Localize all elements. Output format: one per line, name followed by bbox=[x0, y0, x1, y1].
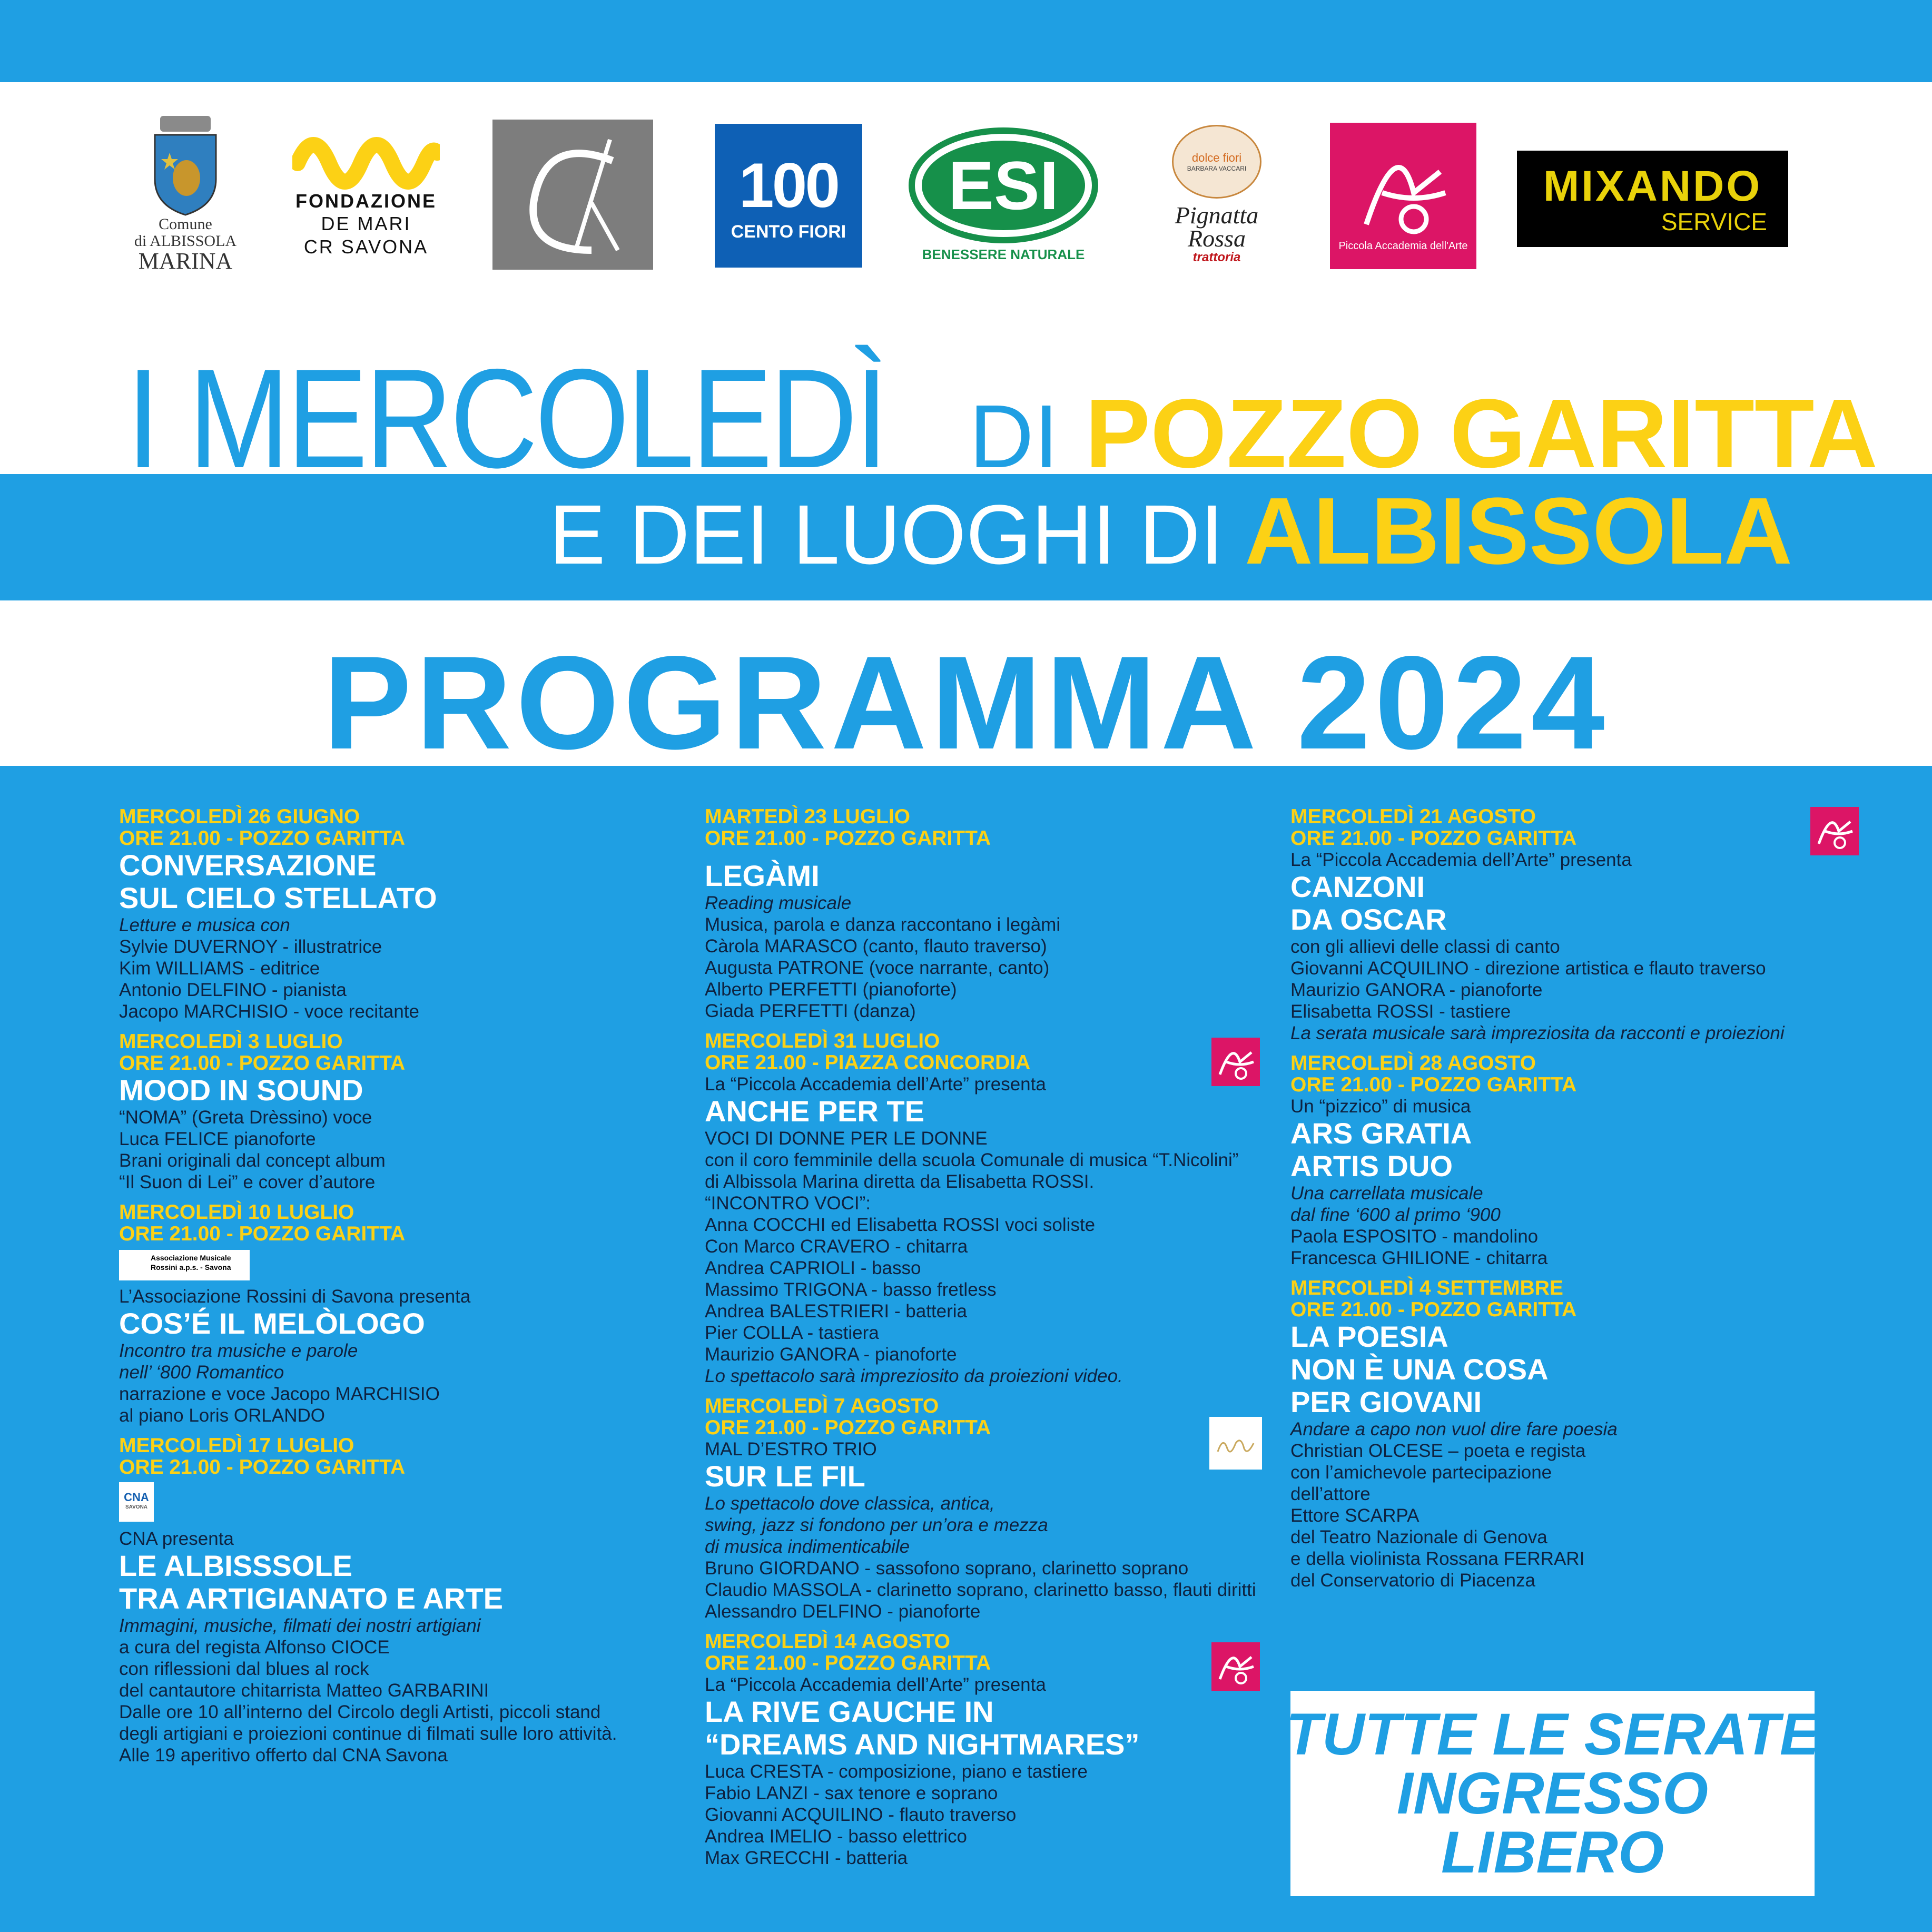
event-presenter: CNA presenta bbox=[119, 1529, 234, 1549]
fondazione-label: FONDAZIONE bbox=[295, 190, 437, 212]
event-date: MERCOLEDÌ 4 SETTEMBRE bbox=[1290, 1277, 1563, 1299]
event-title: CANZONI bbox=[1290, 870, 1425, 903]
accademia-small-logo bbox=[1211, 1038, 1260, 1086]
fondazione-de-mari-logo bbox=[287, 116, 445, 274]
mixando-label: MIXANDO bbox=[1543, 162, 1762, 210]
event-presenter: Un “pizzico” di musica bbox=[1290, 1096, 1471, 1117]
event-line: Luca FELICE pianoforte bbox=[119, 1129, 316, 1149]
accademia-emblem-icon bbox=[1211, 1642, 1260, 1691]
event-3-luglio bbox=[119, 1031, 672, 1193]
event-line: Ettore SCARPA bbox=[1290, 1505, 1420, 1526]
accademia-label: Piccola Accademia dell'Arte bbox=[1338, 240, 1468, 252]
fondazione-label: DE MARI bbox=[321, 213, 411, 235]
ingresso-line: INGRESSO bbox=[1396, 1760, 1709, 1826]
event-line: degli artigiani e proiezioni continue di filmati sulle loro attività. bbox=[119, 1723, 617, 1744]
title-main: I MERCOLEDÌ bbox=[126, 339, 886, 497]
event-line: VOCI DI DONNE PER LE DONNE bbox=[705, 1128, 988, 1149]
event-italic: nell’ ‘800 Romantico bbox=[119, 1362, 284, 1383]
event-line: “Il Suon di Lei” e cover d’autore bbox=[119, 1172, 376, 1192]
cna-label: CNA bbox=[124, 1491, 149, 1504]
event-closing: Lo spettacolo sarà impreziosito da proiezioni video. bbox=[705, 1366, 1123, 1386]
event-line: Christian OLCESE – poeta e regista bbox=[1290, 1441, 1586, 1461]
event-title: CONVERSAZIONE bbox=[119, 849, 377, 882]
cna-label: SAVONA bbox=[125, 1504, 148, 1510]
event-date: MERCOLEDÌ 26 GIUGNO bbox=[119, 805, 360, 828]
event-28-agosto bbox=[1290, 1052, 1817, 1269]
event-date: MARTEDÌ 23 LUGLIO bbox=[705, 805, 911, 828]
event-date: MERCOLEDÌ 28 AGOSTO bbox=[1290, 1052, 1536, 1075]
pignatta-label: Rossa bbox=[1188, 225, 1246, 252]
event-italic: swing, jazz si fondono per un’ora e mezza bbox=[705, 1515, 1048, 1535]
event-line: narrazione e voce Jacopo MARCHISIO bbox=[119, 1384, 440, 1404]
event-italic: dal fine ‘600 al primo ‘900 bbox=[1290, 1205, 1501, 1225]
event-date: MERCOLEDÌ 14 AGOSTO bbox=[705, 1630, 950, 1653]
pignatta-label: trattoria bbox=[1192, 250, 1241, 264]
event-4-settembre bbox=[1290, 1277, 1817, 1591]
signature-icon bbox=[1215, 1433, 1257, 1459]
event-line: Claudio MASSOLA - clarinetto soprano, clarinetto basso, flauti diritti bbox=[705, 1580, 1256, 1600]
centofiori-label: CENTO FIORI bbox=[731, 222, 846, 242]
event-italic: Andare a capo non vuol dire fare poesia bbox=[1290, 1419, 1618, 1440]
event-line: Maurizio GANORA - pianoforte bbox=[705, 1344, 957, 1365]
associazione-rossini-logo bbox=[119, 1250, 250, 1280]
event-time: ORE 21.00 - PIAZZA CONCORDIA bbox=[705, 1051, 1031, 1074]
event-line: Alle 19 aperitivo offerto dal CNA Savona bbox=[119, 1745, 448, 1766]
assoc-label: Associazione Musicale bbox=[151, 1254, 231, 1262]
event-time: ORE 21.00 - POZZO GARITTA bbox=[705, 1652, 991, 1674]
event-title: MOOD IN SOUND bbox=[119, 1073, 363, 1107]
comune-label: MARINA bbox=[138, 248, 233, 274]
mal-destro-trio-logo bbox=[1209, 1417, 1262, 1470]
event-line: al piano Loris ORLANDO bbox=[119, 1405, 325, 1426]
event-date: MERCOLEDÌ 7 AGOSTO bbox=[705, 1395, 939, 1417]
event-line: Musica, parola e danza raccontano i legàmi bbox=[705, 914, 1061, 935]
event-title: ARTIS DUO bbox=[1290, 1149, 1453, 1182]
esi-tagline: BENESSERE NATURALE bbox=[922, 246, 1085, 262]
event-line: Andrea CAPRIOLI - basso bbox=[705, 1258, 921, 1278]
event-line: Andrea BALESTRIERI - batteria bbox=[705, 1301, 967, 1322]
event-line: Dalle ore 10 all’interno del Circolo degli Artisti, piccoli stand bbox=[119, 1702, 601, 1722]
event-line: Bruno GIORDANO - sassofono soprano, clarinetto soprano bbox=[705, 1558, 1189, 1579]
title-line-1 bbox=[126, 337, 1878, 495]
event-italic: Incontro tra musiche e parole bbox=[119, 1340, 358, 1361]
event-line: Antonio DELFINO - pianista bbox=[119, 980, 347, 1000]
event-title: PER GIOVANI bbox=[1290, 1385, 1482, 1418]
event-line: Sylvie DUVERNOY - illustratrice bbox=[119, 937, 382, 957]
event-time: ORE 21.00 - POZZO GARITTA bbox=[119, 1052, 406, 1075]
event-line: Càrola MARASCO (canto, flauto traverso) bbox=[705, 936, 1047, 957]
event-line: del Conservatorio di Piacenza bbox=[1290, 1570, 1535, 1591]
event-line: Luca CRESTA - composizione, piano e tastiere bbox=[705, 1761, 1088, 1782]
top-blue-band bbox=[0, 0, 1932, 82]
event-presenter: La “Piccola Accademia dell’Arte” presenta bbox=[705, 1674, 1046, 1695]
event-31-luglio bbox=[705, 1030, 1258, 1387]
cento-fiori-logo bbox=[715, 124, 862, 268]
event-time: ORE 21.00 - POZZO GARITTA bbox=[1290, 1073, 1577, 1096]
event-date: MERCOLEDÌ 17 LUGLIO bbox=[119, 1434, 354, 1457]
event-line: del Teatro Nazionale di Genova bbox=[1290, 1527, 1547, 1547]
event-time: ORE 21.00 - POZZO GARITTA bbox=[1290, 1298, 1577, 1321]
event-23-luglio bbox=[705, 806, 1258, 1022]
event-line: con gli allievi delle classi di canto bbox=[1290, 937, 1560, 957]
accademia-emblem-icon bbox=[1351, 140, 1456, 240]
event-italic: Una carrellata musicale bbox=[1290, 1183, 1483, 1204]
event-italic: Reading musicale bbox=[705, 893, 852, 913]
program-column-3 bbox=[1290, 806, 1817, 1600]
fondazione-label: CR SAVONA bbox=[303, 235, 429, 258]
event-time: ORE 21.00 - POZZO GARITTA bbox=[705, 1416, 991, 1439]
event-presenter: La “Piccola Accademia dell’Arte” presenta bbox=[1290, 850, 1632, 870]
accademia-emblem-icon bbox=[1810, 807, 1859, 855]
event-time: ORE 21.00 - POZZO GARITTA bbox=[119, 1223, 406, 1245]
event-line: Augusta PATRONE (voce narrante, canto) bbox=[705, 958, 1050, 978]
wave-icon bbox=[292, 132, 440, 190]
title-subline: E DEI LUOGHI DI bbox=[549, 487, 1224, 581]
assoc-label: Rossini a.p.s. - Savona bbox=[151, 1263, 231, 1271]
program-column-1 bbox=[119, 806, 672, 1775]
event-title: LEGÀMI bbox=[705, 859, 820, 892]
event-closing: La serata musicale sarà impreziosita da racconti e proiezioni bbox=[1290, 1023, 1785, 1043]
event-title: TRA ARTIGIANATO E ARTE bbox=[119, 1582, 504, 1615]
event-line: Alessandro DELFINO - pianoforte bbox=[705, 1601, 981, 1622]
event-date: MERCOLEDÌ 21 AGOSTO bbox=[1290, 805, 1536, 828]
event-line: Massimo TRIGONA - basso fretless bbox=[705, 1279, 997, 1300]
event-time: ORE 21.00 - POZZO GARITTA bbox=[1290, 827, 1577, 850]
event-line: Giovanni ACQUILINO - flauto traverso bbox=[705, 1805, 1017, 1825]
title-di: DI bbox=[969, 387, 1059, 487]
comune-label: Comune bbox=[159, 215, 212, 233]
event-26-giugno bbox=[119, 806, 672, 1022]
event-line: a cura del regista Alfonso CIOCE bbox=[119, 1637, 390, 1658]
event-line: Giovanni ACQUILINO - direzione artistica e flauto traverso bbox=[1290, 958, 1766, 979]
event-line: Con Marco CRAVERO - chitarra bbox=[705, 1236, 968, 1257]
event-title: ARS GRATIA bbox=[1290, 1117, 1472, 1150]
brush-emblem-icon bbox=[512, 129, 634, 261]
comune-label: di ALBISSOLA bbox=[134, 232, 237, 250]
event-line: Elisabetta ROSSI - tastiere bbox=[1290, 1001, 1511, 1022]
event-line: Maurizio GANORA - pianoforte bbox=[1290, 980, 1543, 1000]
event-time: ORE 21.00 - POZZO GARITTA bbox=[119, 1456, 406, 1478]
event-line: Alberto PERFETTI (pianoforte) bbox=[705, 979, 957, 1000]
pignatta-label: Pignatta bbox=[1175, 202, 1259, 229]
event-italic: Lo spettacolo dove classica, antica, bbox=[705, 1493, 995, 1514]
event-line: Fabio LANZI - sax tenore e soprano bbox=[705, 1783, 998, 1803]
event-title: DA OSCAR bbox=[1290, 903, 1447, 936]
event-line: con il coro femminile della scuola Comunale di musica “T.Nicolini” bbox=[705, 1150, 1239, 1170]
title-place-albissola: ALBISSOLA bbox=[1244, 478, 1792, 584]
event-presenter: L’Associazione Rossini di Savona presenta bbox=[119, 1286, 471, 1307]
event-10-luglio bbox=[119, 1201, 672, 1426]
title-place-pozzo-garitta: POZZO GARITTA bbox=[1085, 379, 1878, 488]
event-date: MERCOLEDÌ 3 LUGLIO bbox=[119, 1030, 343, 1053]
event-italic: Immagini, musiche, filmati dei nostri artigiani bbox=[119, 1615, 481, 1636]
accademia-emblem-icon bbox=[1211, 1038, 1260, 1086]
event-line: Paola ESPOSITO - mandolino bbox=[1290, 1226, 1539, 1247]
ingresso-line: TUTTE LE SERATE bbox=[1286, 1701, 1819, 1767]
circolo-artisti-logo bbox=[492, 120, 653, 270]
event-line: del cantautore chitarrista Matteo GARBARINI bbox=[119, 1680, 489, 1701]
event-date: MERCOLEDÌ 10 LUGLIO bbox=[119, 1201, 354, 1224]
event-title: ANCHE PER TE bbox=[705, 1095, 924, 1128]
event-italic: di musica indimenticabile bbox=[705, 1536, 910, 1557]
event-line: Giada PERFETTI (danza) bbox=[705, 1001, 916, 1021]
event-time: ORE 21.00 - POZZO GARITTA bbox=[119, 827, 406, 850]
event-line: Anna COCCHI ed Elisabetta ROSSI voci soliste bbox=[705, 1215, 1096, 1235]
accademia-small-logo bbox=[1810, 807, 1859, 855]
event-line: Max GRECCHI - batteria bbox=[705, 1848, 908, 1868]
mixando-service-logo bbox=[1517, 151, 1788, 247]
event-line: Kim WILLIAMS - editrice bbox=[119, 958, 320, 979]
event-line: “INCONTRO VOCI”: bbox=[705, 1193, 871, 1214]
centofiori-number: 100 bbox=[738, 150, 839, 221]
pignatta-rossa-logo bbox=[1154, 116, 1280, 274]
event-line: Francesca GHILIONE - chitarra bbox=[1290, 1248, 1548, 1268]
title-line-2 bbox=[549, 477, 1792, 582]
programma-heading: PROGRAMMA 2024 bbox=[323, 629, 1609, 777]
accademia-small-logo bbox=[1211, 1642, 1260, 1691]
event-17-luglio bbox=[119, 1435, 672, 1766]
esi-logo bbox=[906, 116, 1101, 274]
event-line: “NOMA” (Greta Drèssino) voce bbox=[119, 1107, 372, 1128]
event-title: COS’É IL MELÒLOGO bbox=[119, 1307, 425, 1340]
event-title: SUL CIELO STELLATO bbox=[119, 881, 437, 914]
event-line: Brani originali dal concept album bbox=[119, 1150, 386, 1171]
event-14-agosto bbox=[705, 1631, 1258, 1869]
esi-label: ESI bbox=[948, 146, 1059, 224]
event-7-agosto bbox=[705, 1395, 1258, 1622]
event-presenter: La “Piccola Accademia dell’Arte” presenta bbox=[705, 1074, 1046, 1095]
pignatta-label: dolce fiori bbox=[1191, 151, 1242, 164]
event-title: LE ALBISSSOLE bbox=[119, 1549, 352, 1582]
event-title: “DREAMS AND NIGHTMARES” bbox=[705, 1728, 1140, 1761]
event-title: NON È UNA COSA bbox=[1290, 1353, 1549, 1386]
event-title: LA POESIA bbox=[1290, 1320, 1448, 1353]
event-line: e della violinista Rossana FERRARI bbox=[1290, 1549, 1585, 1569]
event-line: Pier COLLA - tastiera bbox=[705, 1323, 879, 1343]
event-title: SUR LE FIL bbox=[705, 1460, 865, 1493]
cna-logo bbox=[119, 1482, 154, 1522]
ingresso-line: LIBERO bbox=[1441, 1819, 1664, 1885]
event-21-agosto bbox=[1290, 806, 1817, 1044]
ingresso-libero-box bbox=[1286, 1691, 1819, 1896]
event-presenter: MAL D’ESTRO TRIO bbox=[705, 1439, 877, 1460]
event-time: ORE 21.00 - POZZO GARITTA bbox=[705, 827, 991, 850]
coat-of-arms-icon bbox=[149, 116, 222, 216]
mixando-label: SERVICE bbox=[1661, 208, 1767, 235]
comune-albissola-logo bbox=[122, 116, 249, 274]
event-line: dell’attore bbox=[1290, 1484, 1371, 1504]
event-line: con riflessioni dal blues al rock bbox=[119, 1659, 369, 1679]
pignatta-label: BARBARA VACCARI bbox=[1187, 165, 1247, 172]
event-line: Jacopo MARCHISIO - voce recitante bbox=[119, 1001, 419, 1022]
event-line: con l’amichevole partecipazione bbox=[1290, 1462, 1552, 1483]
event-subtitle: Letture e musica con bbox=[119, 915, 290, 935]
event-date: MERCOLEDÌ 31 LUGLIO bbox=[705, 1030, 940, 1052]
program-column-2 bbox=[705, 806, 1258, 1877]
event-line: Andrea IMELIO - basso elettrico bbox=[705, 1826, 967, 1847]
event-title: LA RIVE GAUCHE IN bbox=[705, 1695, 994, 1728]
event-line: di Albissola Marina diretta da Elisabetta ROSSI. bbox=[705, 1171, 1095, 1192]
piccola-accademia-logo bbox=[1330, 123, 1476, 269]
